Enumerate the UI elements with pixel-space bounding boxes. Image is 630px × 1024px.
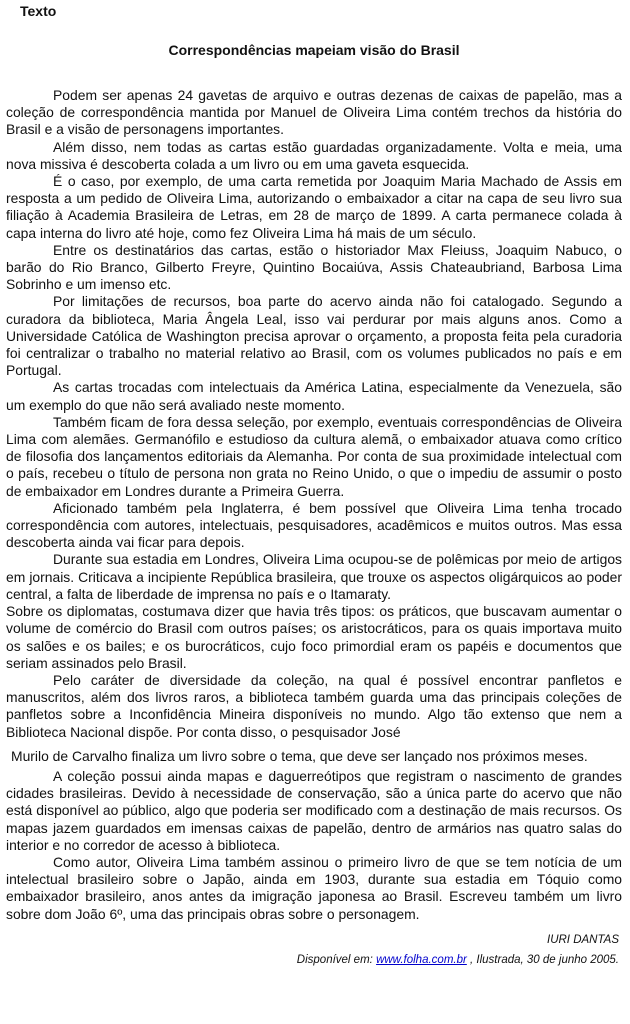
paragraph: É o caso, por exemplo, de uma carta remetida por Joaquim Maria Machado de Assis em resposta a um pedido de Oliveira Lima, autorizando o embaixador a citar na capa de seu livro sua filiação à Academia Brasileira de Letras, em 28 de março de 1899. A carta permanece colada à capa interna do livro até hoje, como fez Oliveira Lima há mais de um século.	[6, 173, 622, 241]
paragraph: Sobre os diplomatas, costumava dizer que havia três tipos: os práticos, que buscavam aumentar o volume de comércio do Brasil com outros países; os aristocráticos, para os quais importava muito os salões e os bailes; e os burocráticos, cujo foco primordial eram os papéis e documentos que seriam assinados pelo Brasil.	[6, 603, 622, 671]
paragraph: Também ficam de fora dessa seleção, por exemplo, eventuais correspondências de Oliveira Lima com alemães. Germanófilo e estudioso da cultura alemã, o embaixador atuava como crítico de filosofia dos lançamentos editoriais da Alemanha. Por conta de sua proximidade intelectual com o país, recebeu o título de persona non grata no Reino Unido, o que o impediu de assumir o posto de embaixador em Londres durante a Primeira Guerra.	[6, 413, 622, 499]
byline: IURI DANTAS	[547, 933, 619, 946]
source-line	[6, 954, 622, 967]
source-suffix: , Ilustrada, 30 de junho 2005.	[466, 953, 619, 966]
paragraph: Como autor, Oliveira Lima também assinou o primeiro livro de que se tem notícia de um intelectual brasileiro sobre o Japão, ainda em 1903, durante sua estadia em Tóquio como embaixador brasileiro, anos antes da imigração japonesa ao Brasil. Escreveu também um livro sobre dom João 6º, uma das principais obras sobre o personagem.	[6, 853, 622, 922]
paragraph: Por limitações de recursos, boa parte do acervo ainda não foi catalogado. Segundo a curadora da biblioteca, Maria Ângela Leal, isso vai perdurar por mais alguns anos. Como a Universidade Católica de Washington precisa aprovar o orçamento, a proposta feita pela curadoria foi centralizar o trabalho no material relativo ao Brasil, com os volumes publicados no país e em Portugal.	[6, 293, 622, 379]
paragraph: Durante sua estadia em Londres, Oliveira Lima ocupou-se de polêmicas por meio de artigos em jornais. Criticava a incipiente República brasileira, que trouxe os aspectos oligárquicos ao poder central, a falta de liberdade de imprensa no país e o Itamaraty.	[6, 551, 622, 602]
section-label: Texto	[20, 3, 57, 19]
paragraph: A coleção possui ainda mapas e daguerreótipos que registram o nascimento de grandes cidades brasileiras. Devido à necessidade de conservação, são a única parte do acervo que não está disponível ao público, algo que poderia ser modificado com a destinação de mais recursos. Os mapas jazem guardados em imensas caixas de papelão, dentro de armários nas quatro salas do interior e no corredor de acesso à biblioteca.	[6, 767, 622, 853]
source-prefix: Disponível em:	[296, 953, 377, 966]
article-title: Correspondências mapeiam visão do Brasil	[168, 42, 460, 58]
paragraph: Podem ser apenas 24 gavetas de arquivo e outras dezenas de caixas de papelão, mas a coleção de correspondência mantida por Manuel de Oliveira Lima contém trechos da história do Brasil e a visão de personagens importantes.	[6, 87, 622, 138]
paragraph: Pelo caráter de diversidade da coleção, na qual é possível encontrar panfletos e manuscritos, além dos livros raros, a biblioteca também guarda uma das principais coleções de panfletos sobre a Inconfidência Mineira disponíveis no mundo. Algo tão extenso que nem a Biblioteca Nacional dispõe. Por conta disso, o pesquisador José	[6, 671, 622, 740]
article-body	[6, 87, 622, 923]
source-link[interactable]: www.folha.com.br	[376, 953, 467, 966]
paragraph: Além disso, nem todas as cartas estão guardadas organizadamente. Volta e meia, uma nova missiva é descoberta colada a um livro ou em uma gaveta esquecida.	[6, 138, 622, 172]
paragraph: As cartas trocadas com intelectuais da América Latina, especialmente da Venezuela, são um exemplo do que não será avaliado neste momento.	[6, 379, 622, 413]
paragraph: Aficionado também pela Inglaterra, é bem possível que Oliveira Lima tenha trocado correspondência com autores, intelectuais, pesquisadores, acadêmicos e muitos outros. Mas essa descoberta ainda vai ficar para depois.	[6, 499, 622, 551]
paragraph-continuation: Murilo de Carvalho finaliza um livro sobre o tema, que deve ser lançado nos próximos meses.	[11, 747, 588, 764]
paragraph: Entre os destinatários das cartas, estão o historiador Max Fleiuss, Joaquim Nabuco, o barão do Rio Branco, Gilberto Freyre, Quintino Bocaiúva, Assis Chateaubriand, Barbosa Lima Sobrinho e um imenso etc.	[6, 241, 622, 293]
